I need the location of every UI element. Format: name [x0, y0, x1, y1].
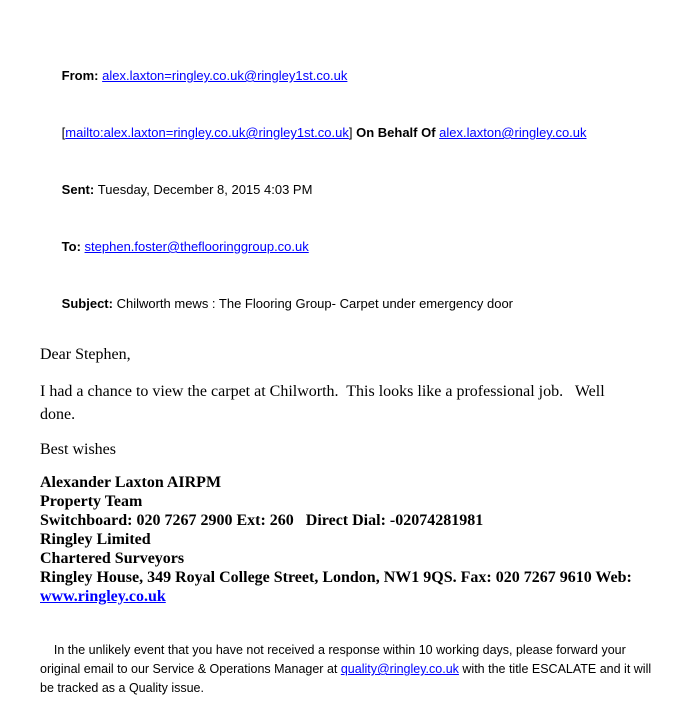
signature-company: Ringley Limited	[40, 531, 151, 548]
header-mailto-line	[40, 104, 659, 161]
on-behalf-of-label: On Behalf Of	[356, 125, 440, 140]
signature-profession: Chartered Surveyors	[40, 550, 185, 567]
disclaimer-text-before: In the unlikely event that you have not received a response within 10 working days, please forward your original email to our Service & Operations Manager at	[40, 643, 630, 676]
header-from-line	[40, 47, 659, 104]
to-email-link[interactable]: stephen.foster@theflooringgroup.co.uk	[84, 239, 309, 254]
subject-value: Chilworth mews : The Flooring Group- Carpet under emergency door	[116, 296, 514, 311]
header-subject-line	[40, 275, 659, 332]
greeting: Dear Stephen,	[40, 346, 131, 363]
signature-block	[40, 473, 659, 606]
header-sent-line	[40, 161, 659, 218]
quality-email-link[interactable]: quality@ringley.co.uk	[340, 662, 459, 676]
sent-label: Sent:	[61, 182, 98, 197]
signature-address: Ringley House, 349 Royal College Street, London, NW1 9QS. Fax: 020 7267 9610 Web:	[40, 569, 632, 586]
mailto-open-bracket: [	[61, 125, 66, 140]
disclaimer-footer	[40, 622, 659, 717]
on-behalf-of-email-link[interactable]: alex.laxton@ringley.co.uk	[439, 125, 587, 140]
subject-label: Subject:	[61, 296, 117, 311]
email-header	[40, 47, 659, 332]
closing: Best wishes	[40, 441, 116, 458]
to-label: To:	[61, 239, 85, 254]
header-to-line	[40, 218, 659, 275]
from-label: From:	[61, 68, 103, 83]
from-email-link[interactable]: alex.laxton=ringley.co.uk@ringley1st.co.uk	[102, 68, 348, 83]
mailto-close-bracket: ]	[348, 125, 357, 140]
website-link[interactable]: www.ringley.co.uk	[40, 588, 166, 605]
sent-value: Tuesday, December 8, 2015 4:03 PM	[97, 182, 313, 197]
disclaimer-text-after: with the title ESCALATE and it will be tracked as a Quality issue.	[40, 662, 655, 695]
signature-team: Property Team	[40, 493, 143, 510]
signature-name: Alexander Laxton AIRPM	[40, 474, 222, 491]
body-paragraph: I had a chance to view the carpet at Chilworth. This looks like a professional job. Well done.	[40, 383, 609, 423]
signature-phone: Switchboard: 020 7267 2900 Ext: 260 Direct Dial: -02074281981	[40, 512, 484, 529]
email-body	[40, 343, 659, 461]
mailto-email-link[interactable]: mailto:alex.laxton=ringley.co.uk@ringley1st.co.uk	[65, 125, 349, 140]
